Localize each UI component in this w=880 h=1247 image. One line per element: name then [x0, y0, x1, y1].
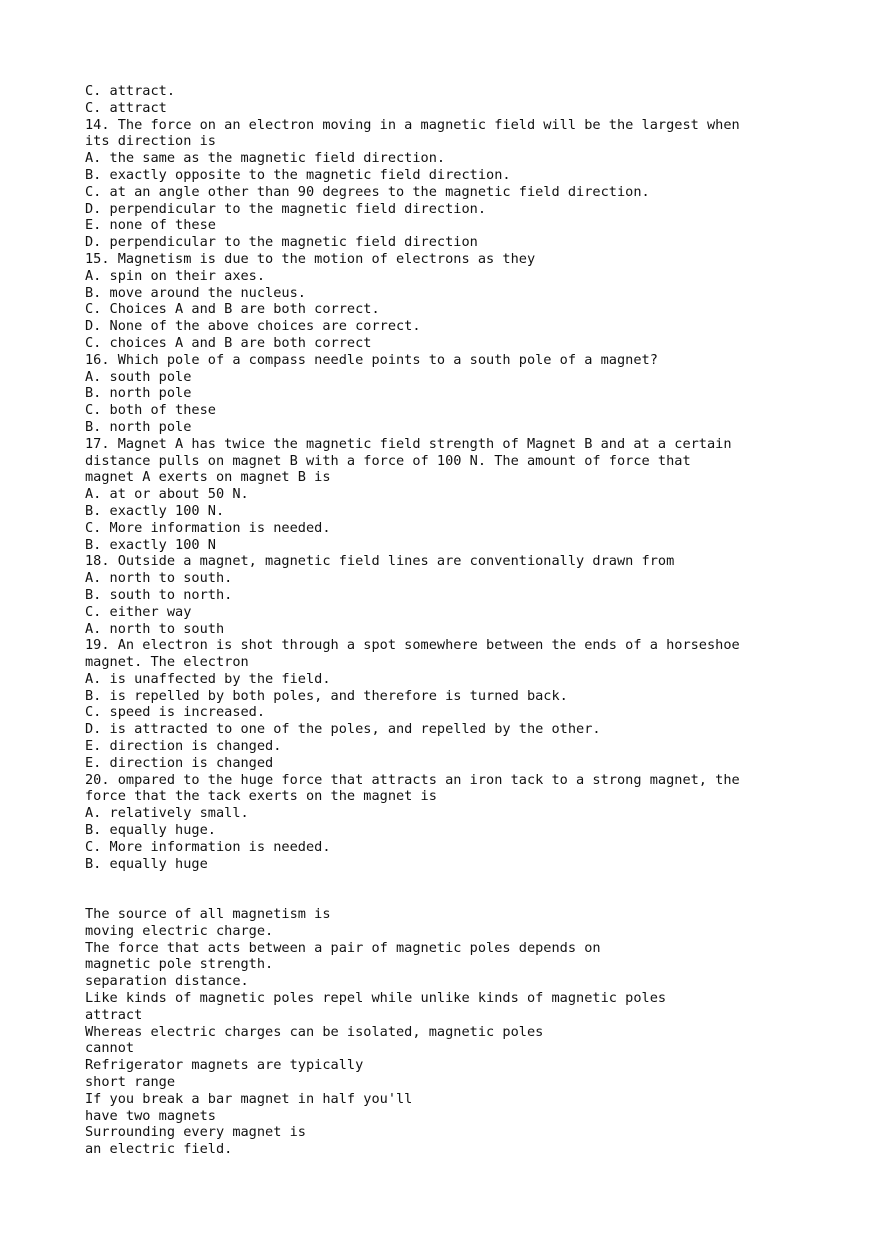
- text-line: its direction is: [85, 133, 216, 150]
- text-line: A. north to south: [85, 620, 225, 637]
- text-line: D. is attracted to one of the poles, and repelled by the other.: [85, 721, 601, 738]
- text-line: C. both of these: [85, 402, 216, 419]
- text-line: B. north pole: [85, 385, 192, 402]
- text-line: E. direction is changed: [85, 754, 274, 771]
- text-line: E. direction is changed.: [85, 738, 282, 755]
- text-line: 16. Which pole of a compass needle points to a south pole of a magnet?: [85, 351, 658, 368]
- text-line: 17. Magnet A has twice the magnetic field strength of Magnet B and at a certain: [85, 435, 732, 452]
- text-line: D. None of the above choices are correct.: [85, 318, 421, 335]
- text-line: The source of all magnetism is: [85, 906, 331, 922]
- notes-text-block: [85, 906, 666, 1158]
- text-line: B. exactly opposite to the magnetic field direction.: [85, 166, 511, 183]
- text-line: D. perpendicular to the magnetic field direction.: [85, 200, 487, 217]
- text-line: C. speed is increased.: [85, 704, 266, 721]
- text-line: 18. Outside a magnet, magnetic field lines are conventionally drawn from: [85, 553, 675, 570]
- text-line: A. south pole: [85, 368, 192, 385]
- text-line: If you break a bar magnet in half you'll: [85, 1090, 413, 1107]
- text-line: B. is repelled by both poles, and therefore is turned back.: [85, 687, 568, 704]
- text-line: The force that acts between a pair of magnetic poles depends on: [85, 939, 601, 956]
- text-line: B. exactly 100 N.: [85, 502, 225, 519]
- text-line: C. either way: [85, 603, 192, 620]
- text-line: Surrounding every magnet is: [85, 1124, 306, 1141]
- text-line: 15. Magnetism is due to the motion of electrons as they: [85, 250, 536, 267]
- text-line: Refrigerator magnets are typically: [85, 1057, 364, 1074]
- text-line: magnet A exerts on magnet B is: [85, 469, 331, 486]
- text-line: magnet. The electron: [85, 654, 249, 671]
- text-line: A. relatively small.: [85, 805, 249, 822]
- text-line: an electric field.: [85, 1141, 233, 1158]
- text-line: A. at or about 50 N.: [85, 486, 249, 503]
- text-line: moving electric charge.: [85, 922, 274, 939]
- text-line: B. exactly 100 N: [85, 536, 216, 553]
- text-line: Whereas electric charges can be isolated, magnetic poles: [85, 1023, 544, 1040]
- text-line: C. More information is needed.: [85, 838, 331, 855]
- text-line: attract: [85, 1006, 143, 1023]
- text-line: 14. The force on an electron moving in a magnetic field will be the largest when: [85, 116, 740, 133]
- text-line: B. south to north.: [85, 586, 233, 603]
- text-line: C. attract.: [85, 83, 176, 99]
- text-line: distance pulls on magnet B with a force of 100 N. The amount of force that: [85, 452, 691, 469]
- text-line: 20. ompared to the huge force that attracts an iron tack to a strong magnet, the: [85, 771, 740, 788]
- text-line: C. Choices A and B are both correct.: [85, 301, 380, 318]
- text-line: D. perpendicular to the magnetic field direction: [85, 234, 478, 251]
- text-line: C. choices A and B are both correct: [85, 334, 372, 351]
- text-line: A. is unaffected by the field.: [85, 670, 331, 687]
- text-line: C. More information is needed.: [85, 519, 331, 536]
- text-line: have two magnets: [85, 1107, 216, 1124]
- text-line: C. attract: [85, 99, 167, 116]
- text-line: A. north to south.: [85, 570, 233, 587]
- text-line: C. at an angle other than 90 degrees to the magnetic field direction.: [85, 183, 650, 200]
- text-line: Like kinds of magnetic poles repel while unlike kinds of magnetic poles: [85, 989, 667, 1006]
- text-line: B. move around the nucleus.: [85, 284, 306, 301]
- text-line: A. the same as the magnetic field direction.: [85, 150, 446, 167]
- text-line: short range: [85, 1073, 176, 1090]
- quiz-text-block: [85, 83, 740, 872]
- text-line: separation distance.: [85, 973, 249, 990]
- text-line: B. equally huge: [85, 855, 208, 872]
- text-line: 19. An electron is shot through a spot somewhere between the ends of a horseshoe: [85, 637, 740, 654]
- text-line: E. none of these: [85, 217, 216, 234]
- text-line: magnetic pole strength.: [85, 956, 274, 973]
- text-line: cannot: [85, 1040, 135, 1057]
- text-line: B. equally huge.: [85, 822, 216, 839]
- text-line: B. north pole: [85, 418, 192, 435]
- text-line: A. spin on their axes.: [85, 267, 266, 284]
- text-line: force that the tack exerts on the magnet is: [85, 788, 437, 805]
